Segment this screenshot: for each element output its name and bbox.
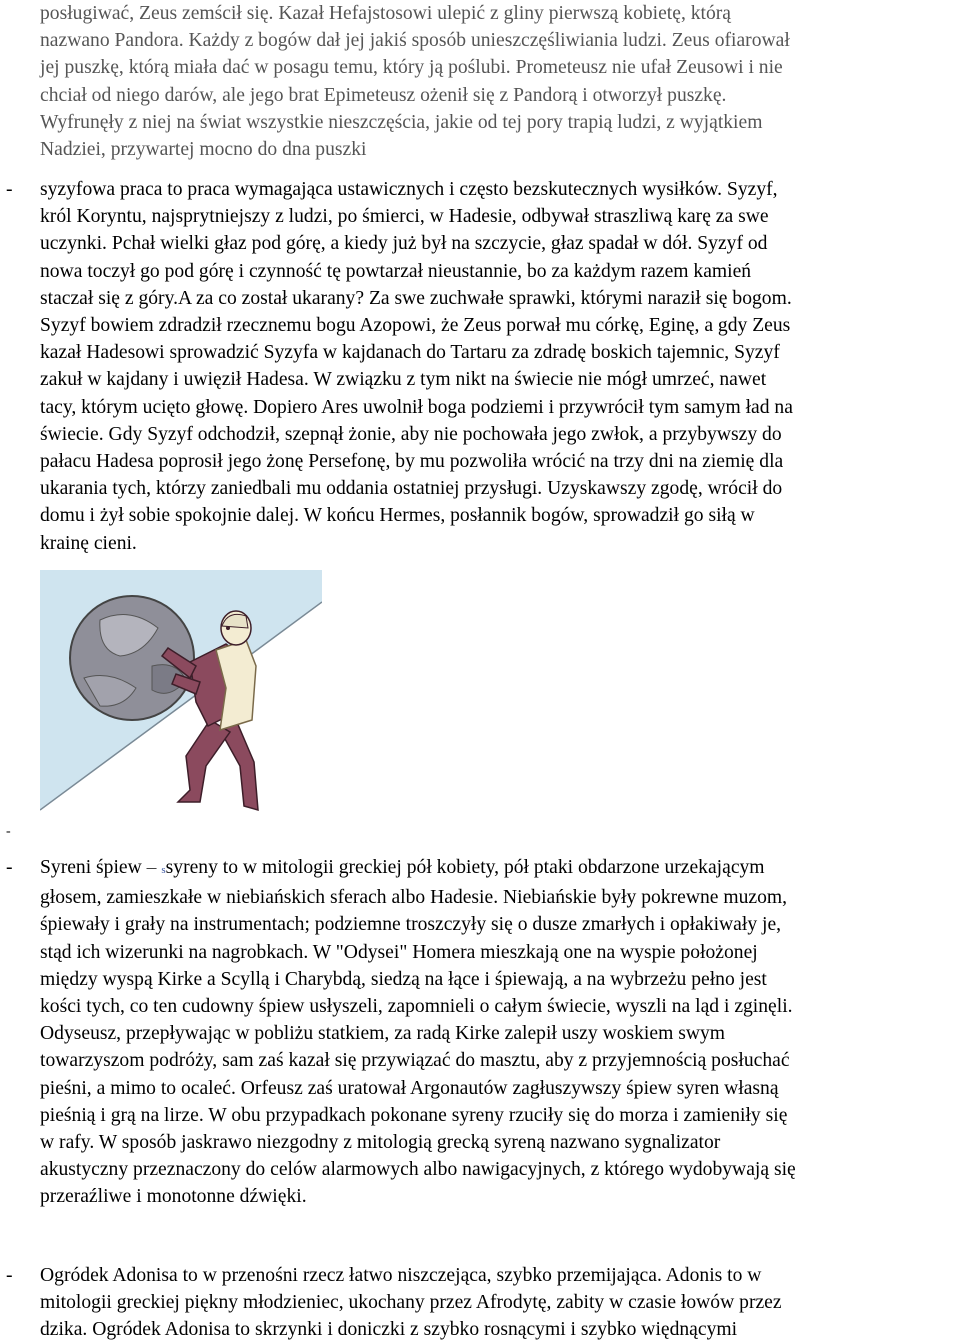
text-line: tacy, którym ucięto głowę. Dopiero Ares uwolnił boga podziemi i przywrócił tym samym ład na: [40, 396, 793, 418]
text-line: król Koryntu, najsprytniejszy z ludzi, po śmierci, w Hadesie, odbywał straszliwą karę za swe: [40, 206, 769, 228]
text-line: chciał od niego darów, ale jego brat Epimeteusz ożenił się z Pandorą i otworzył puszkę.: [40, 84, 727, 106]
text-line: krainę cieni.: [40, 532, 137, 554]
text-line: w rafy. W sposób jaskrawo niezgodny z mitologią grecką syreną nazwano sygnalizator: [40, 1132, 721, 1154]
text-line: syzyfowa praca to praca wymagająca ustawicznych i często bezskutecznych wysiłków. Syzyf,: [40, 179, 778, 200]
text-line: Ogródek Adonisa to w przenośni rzecz łatwo niszczejąca, szybko przemijająca. Adonis to w: [40, 1265, 762, 1286]
text-line: pieśni, a mimo to ocaleć. Orfeusz zaś uratował Argonautów zagłuszywszy śpiew syren własną: [40, 1077, 779, 1099]
sisyphus-illustration: [40, 570, 322, 826]
text-line: nowa toczył go pod górę i czynność tę powtarzał nieustannie, bo za każdym razem kamień: [40, 260, 752, 282]
text-line: dzika. Ogródek Adonisa to skrzynki i doniczki z szybko rosnącymi i szybko więdnącymi: [40, 1319, 738, 1341]
syzyf-paragraph: [40, 176, 958, 557]
text-line: Nadziei, przywartej mocno do dna puszki: [40, 139, 367, 161]
text-line: świecie. Gdy Syzyf odchodził, szepnął żonie, aby nie pochowała jego zwłok, a przybywszy do: [40, 423, 782, 445]
text-line: uczynki. Pchał wielki głaz pod górę, a kiedy już był na szczycie, głaz spadał w dół. Syzyf od: [40, 233, 768, 255]
text-line: staczał się z góry.A za co został ukarany? Za swe zuchwałe sprawki, którymi naraził się bogom.: [40, 287, 792, 309]
text-line: Syzyf bowiem zdradził rzecznemu bogu Azopowi, że Zeus porwał mu córkę, Eginę, a gdy Zeus: [40, 315, 791, 337]
text-line: stąd ich wizerunki na nagrobkach. W "Odysei" Homera mieszkają one na wyspie położonej: [40, 941, 758, 963]
text-line: akustyczny przeznaczony do celów alarmowych albo nawigacyjnych, z którego wydobywają się: [40, 1159, 796, 1181]
list-dash: -: [6, 179, 13, 200]
text-line: kości tych, co ten cudowny śpiew usłyszeli, zapomnieli o całym świecie, wyszli na ląd i zginęli.: [40, 996, 793, 1018]
text-line: kazał Hadesowi sprowadzić Syzyfa w kajdanach do Tartaru za zdradę boskich tajemnic, Syzyf: [40, 342, 780, 364]
syreny-paragraph: [40, 854, 958, 1211]
text-line: pałacu Hadesa poprosił jego żonę Persefonę, by mu pozwoliła wrócić na trzy dni na ziemię dla: [40, 451, 784, 473]
list-dash: -: [6, 1265, 13, 1286]
syreni-spiew-term: Syreni śpiew: [40, 857, 142, 878]
text-line: śpiewały i grały na instrumentach; podziemne troszczyły się o dusze zmarłych i opłakiwały je,: [40, 914, 782, 936]
dash-separator: –: [141, 857, 162, 878]
list-dash: -: [6, 857, 13, 878]
text-line: mitologii greckiej piękny młodzieniec, ukochany przez Afrodytę, zabity w czasie łowów przez: [40, 1292, 782, 1314]
text-line: domu i żył sobie spokojnie dalej. W końcu Hermes, posłannik bogów, sprowadził go siłą w: [40, 505, 755, 527]
small-s-mark: s: [161, 864, 166, 876]
pandora-paragraph: [40, 0, 958, 163]
text-line: między wyspą Kirke a Scyllą i Charybdą, siedzą na łące i śpiewają, a na wybrzeżu pełno jest: [40, 968, 767, 990]
adonis-paragraph: [40, 1262, 958, 1344]
text-fragment: syreny to w mitologii greckiej pół kobiety, pół ptaki obdarzone urzekającym: [165, 857, 765, 878]
text-line: Wyfrunęły z niej na świat wszystkie nieszczęścia, jakie od tej pory trapią ludzi, z wyjątkiem: [40, 111, 763, 133]
text-line: nazwano Pandora. Każdy z bogów dał jej jakiś sposób unieszczęśliwiania ludzi. Zeus ofiarował: [40, 30, 790, 52]
text-line: ukarania tych, którzy zaniedbali mu oddania ostatniej przysługi. Uzyskawszy zgodę, wrócił do: [40, 478, 783, 500]
text-line: jej puszkę, którą miała dać w posagu temu, który ją poślubi. Prometeusz nie ufał Zeusowi i nie: [40, 57, 783, 79]
text-line: posługiwać, Zeus zemścił się. Kazał Hefajstosowi ulepić z gliny pierwszą kobietę, którą: [40, 3, 732, 24]
text-line: Odyseusz, przepływając w pobliżu statkiem, za radą Kirke zalepił uszy woskiem swym: [40, 1023, 726, 1045]
text-line: towarzyszom podróży, sam zaś kazał się przywiązać do masztu, aby z przyjemnością posłuchać: [40, 1050, 790, 1072]
text-line: głosem, zamieszkałe w niebiańskich sferach albo Hadesie. Niebiańskie były pokrewne muzom,: [40, 887, 788, 909]
text-line: [40, 854, 958, 884]
list-dash: -: [6, 824, 11, 839]
text-line: przeraźliwe i monotonne dźwięki.: [40, 1186, 307, 1208]
text-line: pieśnią i grą na lirze. W obu przypadkach pokonane syreny rzuciły się do morza i zamieniły się: [40, 1104, 788, 1126]
text-line: zakuł w kajdany i uwięził Hadesa. W związku z tym nikt na świecie nie mógł umrzeć, nawet: [40, 369, 767, 391]
